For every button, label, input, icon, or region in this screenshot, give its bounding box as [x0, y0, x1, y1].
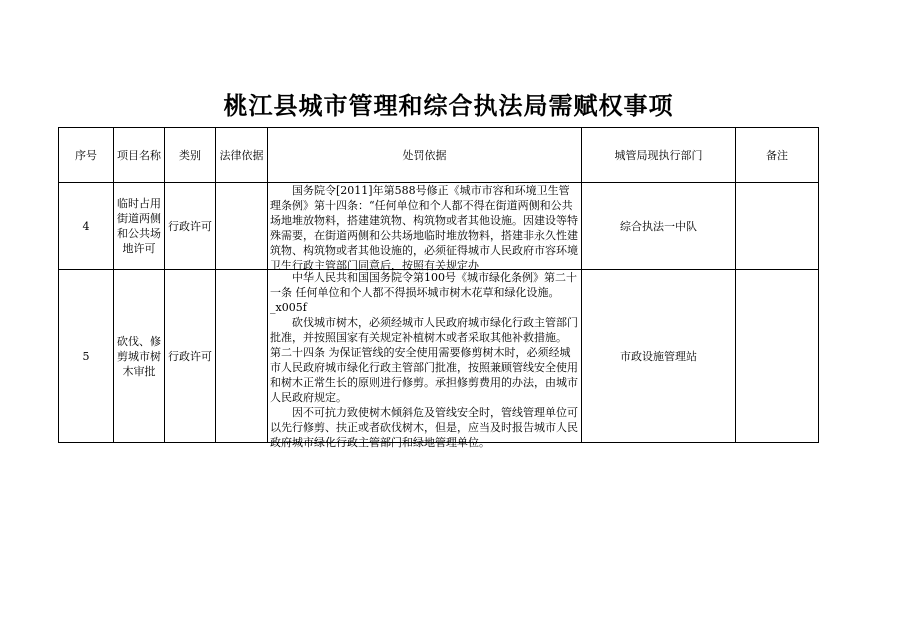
cell-type: 行政许可	[165, 183, 216, 270]
cell-name: 砍伐、修剪城市树木审批	[114, 270, 165, 443]
cell-law	[216, 183, 268, 270]
header-dept: 城管局现执行部门	[582, 128, 736, 183]
penalty-paragraph: 因不可抗力致使树木倾斜危及管线安全时，管线管理单位可以先行修剪、扶正或者砍伐树木，但是，应当及时报告城市人民政府城市绿化行政主管部门和绿地管理单位。	[270, 406, 578, 449]
table-row	[59, 270, 819, 443]
authorization-table	[58, 127, 819, 449]
header-note: 备注	[736, 128, 819, 183]
page-title: 桃江县城市管理和综合执法局需赋权事项	[223, 92, 674, 120]
cell-penalty	[268, 270, 582, 449]
cell-dept: 综合执法一中队	[582, 183, 736, 270]
cell-name: 临时占用街道两侧和公共场地许可	[114, 183, 165, 270]
cell-seq: 5	[59, 270, 114, 443]
table-row	[59, 183, 819, 270]
cell-note	[736, 270, 819, 443]
header-type: 类别	[165, 128, 216, 183]
cell-type: 行政许可	[165, 270, 216, 443]
cell-note	[736, 183, 819, 270]
header-row	[59, 128, 819, 183]
cell-law	[216, 270, 268, 443]
cell-dept: 市政设施管理站	[582, 270, 736, 443]
cell-seq: 4	[59, 183, 114, 270]
penalty-paragraph: 国务院令[2011]年第588号修正《城市市容和环境卫生管理条例》第十四条：“任何单位和个人都不得在街道两侧和公共场地堆放物料，搭建建筑物、构筑物或者其他设施。因建设等特殊需要，在街道两侧和公共场地临时堆放物料，搭建非永久性建筑物、构筑物或者其他设施的，必须征得城市人民政府市容环境卫生行政主管部门同意后，按照有关规定办	[270, 184, 578, 272]
penalty-paragraph: 砍伐城市树木，必须经城市人民政府城市绿化行政主管部门批准，并按照国家有关规定补植树木或者采取其他补救措施。 第二十四条 为保证管线的安全使用需要修剪树木时，必须经城市人民政府城市绿化行政主管部门批准，按照兼顾管线安全使用和树木正常生长的原则进行修剪。承担修剪费用的办法，由城市人民政府规定。	[270, 316, 578, 404]
header-law: 法律依据	[216, 128, 268, 183]
header-name: 项目名称	[114, 128, 165, 183]
header-seq: 序号	[59, 128, 114, 183]
header-penalty: 处罚依据	[268, 128, 582, 183]
penalty-paragraph: 中华人民共和国国务院令第100号《城市绿化条例》第二十一条 任何单位和个人都不得损坏城市树木花草和绿化设施。_x005f	[270, 271, 577, 314]
cell-penalty	[268, 183, 582, 270]
